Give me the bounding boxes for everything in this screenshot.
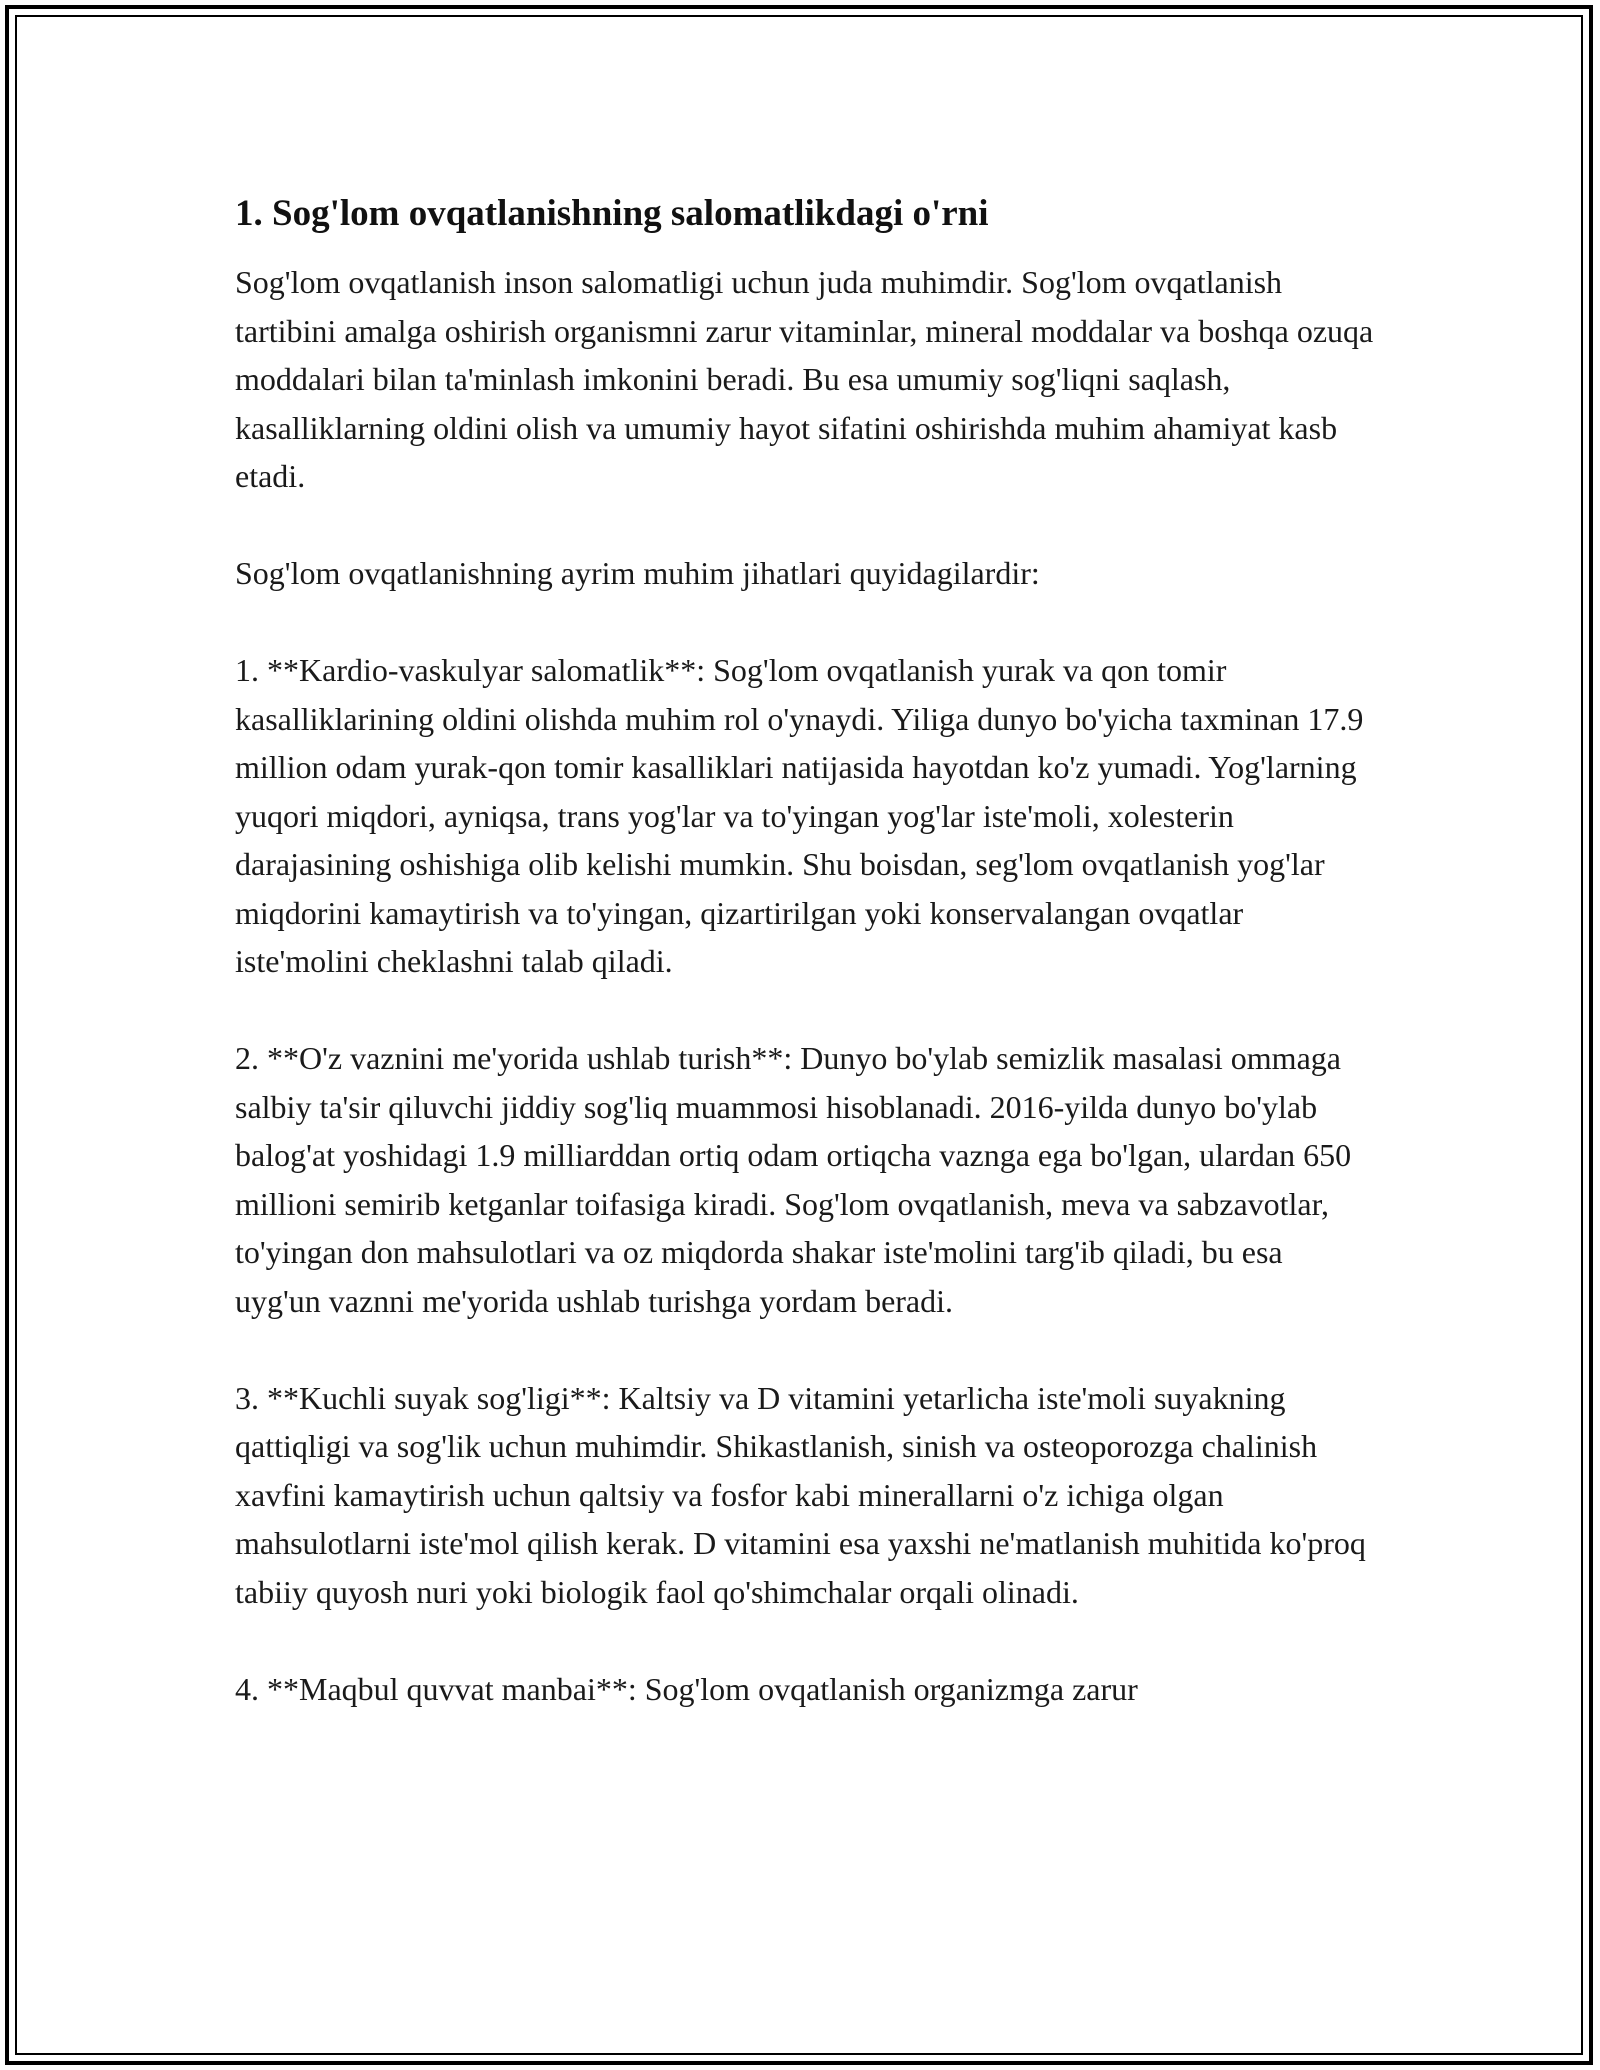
document-body	[235, 190, 1375, 1713]
paragraph-item-2: 2. **O'z vaznini me'yorida ushlab turish**: Dunyo bo'ylab semizlik masalasi ommaga salbiy ta'sir qiluvchi jiddiy sog'liq muammosi hisoblanadi. 2016-yilda dunyo bo'ylab balog'at yoshidagi 1.9 milliarddan ortiq odam ortiqcha vaznga ega bo'lgan, ulardan 650 millioni semirib ketganlar toifasiga kiradi. Sog'lom ovqatlanish, meva va sabzavotlar, to'yingan don mahsulotlari va oz miqdorda shakar iste'molini targ'ib qiladi, bu esa uyg'un vaznni me'yorida ushlab turishga yordam beradi.	[235, 1040, 1352, 1319]
paragraph-intro: Sog'lom ovqatlanish inson salomatligi uchun juda muhimdir. Sog'lom ovqatlanish tartibini amalga oshirish organismni zarur vitaminlar, mineral moddalar va boshqa ozuqa moddalari bilan ta'minlash imkonini beradi. Bu esa umumiy sog'liqni saqlash, kasalliklarning oldini olish va umumiy hayot sifatini oshirishda muhim ahamiyat kasb etadi.	[235, 264, 1374, 494]
section-heading: 1. Sog'lom ovqatlanishning salomatlikdagi o'rni	[235, 193, 989, 234]
paragraph-item-1: 1. **Kardio-vaskulyar salomatlik**: Sog'lom ovqatlanish yurak va qon tomir kasalliklarining oldini olishda muhim rol o'ynaydi. Yiliga dunyo bo'yicha taxminan 17.9 million odam yurak-qon tomir kasalliklari natijasida hayotdan ko'z yumadi. Yog'larning yuqori miqdori, ayniqsa, trans yog'lar va to'yingan yog'lar iste'moli, xolesterin darajasining oshishiga olib kelishi mumkin. Shu boisdan, seg'lom ovqatlanish yog'lar miqdorini kamaytirish va to'yingan, qizartirilgan yoki konservalangan ovqatlar iste'molini cheklashni talab qiladi.	[235, 652, 1364, 979]
paragraph-item-3: 3. **Kuchli suyak sog'ligi**: Kaltsiy va D vitamini yetarlicha iste'moli suyakning qattiqligi va sog'lik uchun muhimdir. Shikastlanish, sinish va osteoporozga chalinish xavfini kamaytirish uchun qaltsiy va fosfor kabi minerallarni o'z ichiga olgan mahsulotlarni iste'mol qilish kerak. D vitamini esa yaxshi ne'matlanish muhitida ko'proq tabiiy quyosh nuri yoki biologik faol qo'shimchalar orqali olinadi.	[235, 1379, 1366, 1610]
paragraph-item-4: 4. **Maqbul quvvat manbai**: Sog'lom ovqatlanish organizmga zarur	[235, 1670, 1138, 1707]
paragraph-list-lead: Sog'lom ovqatlanishning ayrim muhim jihatlari quyidagilardir:	[235, 555, 1040, 591]
